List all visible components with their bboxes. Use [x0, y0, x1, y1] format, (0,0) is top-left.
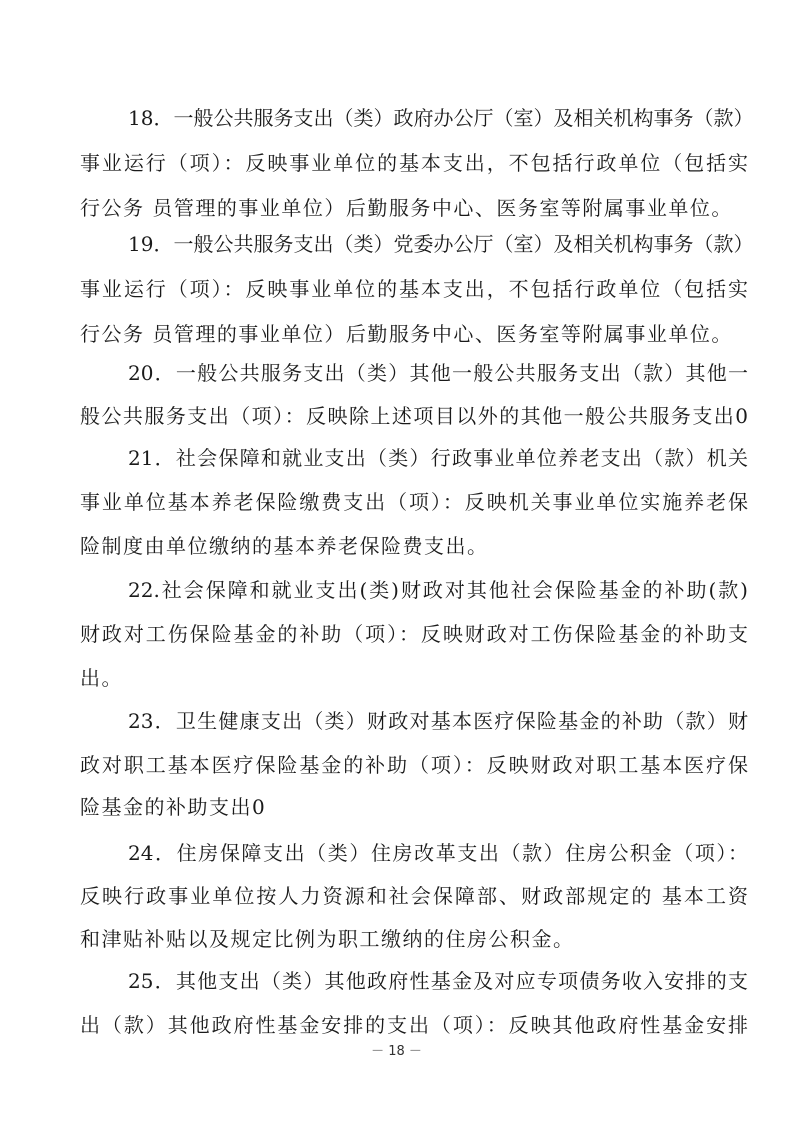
- paragraph-19-line-1: 19．一般公共服务支出（类）党委办公厅（室）及相关机构事务（款）: [128, 232, 754, 256]
- paragraph-18-line-1: 18．一般公共服务支出（类）政府办公厅（室）及相关机构事务（款）: [128, 106, 754, 130]
- paragraph-21-line-1: 21．社会保障和就业支出（类）行政事业单位养老支出（款）机关: [128, 446, 748, 470]
- paragraph-18-line-3: 行公务 员管理的事业单位）后勤服务中心、医务室等附属事业单位。: [80, 196, 733, 220]
- paragraph-24-line-1: 24．住房保障支出（类）住房改革支出（款）住房公积金（项）：: [128, 841, 748, 865]
- paragraph-19-line-3: 行公务 员管理的事业单位）后勤服务中心、医务室等附属事业单位。: [80, 322, 733, 346]
- paragraph-24-line-2: 反映行政事业单位按人力资源和社会保障部、财政部规定的 基本工资: [80, 884, 748, 908]
- paragraph-19-line-2: 事业运行（项）：反映事业单位的基本支出，不包括行政单位（包括实: [80, 277, 748, 301]
- paragraph-23-line-1: 23．卫生健康支出（类）财政对基本医疗保险基金的补助（款）财: [128, 709, 748, 733]
- paragraph-22-line-3: 出。: [80, 666, 123, 690]
- paragraph-25-line-2: 出（款）其他政府性基金安排的支出（项）：反映其他政府性基金安排: [80, 1013, 748, 1037]
- paragraph-21-line-3: 险制度由单位缴纳的基本养老保险费支出。: [80, 534, 489, 558]
- paragraph-22-line-2: 财政对工伤保险基金的补助（项）：反映财政对工伤保险基金的补助支: [80, 622, 748, 646]
- paragraph-23-line-3: 险基金的补助支出0: [80, 795, 267, 819]
- paragraph-25-line-1: 25．其他支出（类）其他政府性基金及对应专项债务收入安排的支: [128, 969, 748, 993]
- paragraph-21-line-2: 事业单位基本养老保险缴费支出（项）：反映机关事业单位实施养老保: [80, 490, 748, 514]
- paragraph-24-line-3: 和津贴补贴以及规定比例为职工缴纳的住房公积金。: [80, 927, 575, 951]
- paragraph-23-line-2: 政对职工基本医疗保险基金的补助（项）：反映财政对职工基本医疗保: [80, 753, 748, 777]
- paragraph-20-line-2: 般公共服务支出（项）：反映除上述项目以外的其他一般公共服务支出0: [80, 404, 748, 428]
- paragraph-20-line-1: 20．一般公共服务支出（类）其他一般公共服务支出（款）其他一: [128, 361, 748, 385]
- paragraph-18-line-2: 事业运行（项）：反映事业单位的基本支出，不包括行政单位（包括实: [80, 151, 748, 175]
- paragraph-22-line-1: 22.社会保障和就业支出(类)财政对其他社会保险基金的补助(款): [128, 578, 748, 602]
- page-number: － 18 －: [371, 1044, 422, 1059]
